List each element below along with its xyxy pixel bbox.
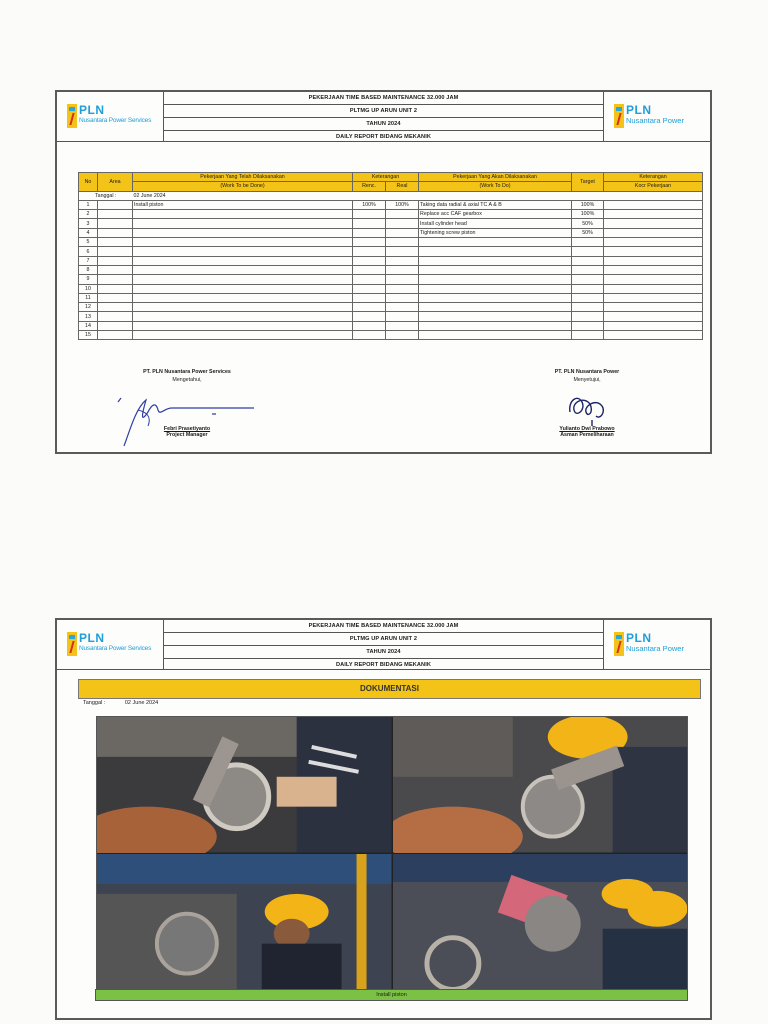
row-work-done: [133, 219, 353, 228]
row-keterangan: [604, 219, 703, 228]
photo-2: [393, 717, 688, 853]
logo-right: [603, 620, 710, 669]
row-real: [386, 275, 419, 284]
row-area: [98, 303, 133, 312]
row-target: [572, 247, 604, 256]
sig-left-title: Project Manager: [166, 432, 208, 438]
photo-grid: [96, 716, 688, 990]
row-real: [386, 210, 419, 219]
col-keterangan-2-sub: Kocr Pekerjaan: [604, 182, 703, 191]
pln-np-logo: [614, 632, 684, 656]
col-todo-sub: (Work To Do): [419, 182, 572, 191]
row-no: 14: [79, 321, 98, 330]
row-work-todo: [419, 284, 572, 293]
row-no: 12: [79, 303, 98, 312]
col-keterangan-2: Keterangan: [604, 173, 703, 182]
row-work-todo: [419, 312, 572, 321]
doc-date-value: 02 June 2024: [124, 700, 159, 706]
row-target: [572, 275, 604, 284]
date-label: Tanggal :: [79, 191, 133, 200]
row-renc: [353, 293, 386, 302]
row-keterangan: [604, 293, 703, 302]
row-work-done: [133, 321, 353, 330]
pln-nps-logo: [67, 632, 151, 656]
col-done-title: Pekerjaan Yang Telah Dilaksanakan: [133, 173, 353, 182]
row-target: [572, 293, 604, 302]
date-row: [79, 191, 703, 200]
pln-logo-icon: [614, 632, 624, 656]
row-work-todo: [419, 238, 572, 247]
row-keterangan: [604, 303, 703, 312]
sig-right-name: Yulianto Dwi Prabowo: [559, 426, 615, 432]
row-no: 4: [79, 228, 98, 237]
row-work-todo: Tightening screw piston: [419, 228, 572, 237]
table-row: [79, 293, 703, 302]
row-real: [386, 321, 419, 330]
header-line-4: DAILY REPORT BIDANG MEKANIK: [335, 662, 431, 668]
row-area: [98, 321, 133, 330]
logo-sub-text: Nusantara Power: [626, 644, 684, 653]
row-area: [98, 247, 133, 256]
row-area: [98, 293, 133, 302]
report-header: [57, 92, 710, 142]
header-titles: [164, 92, 603, 141]
row-work-done: [133, 238, 353, 247]
table-row: [79, 210, 703, 219]
row-work-todo: Replace acc CAF gearbox: [419, 210, 572, 219]
row-renc: [353, 256, 386, 265]
sig-right-company: PT. PLN Nusantara Power: [554, 369, 620, 375]
table-row: [79, 228, 703, 237]
header-line-2: PLTMG UP ARUN UNIT 2: [164, 105, 603, 118]
sig-left-action: Mengetahui,: [172, 377, 202, 383]
pln-logo-icon: [67, 104, 77, 128]
col-todo-title: Pekerjaan Yang Akan Dilaksanakan: [419, 173, 572, 182]
row-work-done: [133, 312, 353, 321]
row-no: 11: [79, 293, 98, 302]
row-no: 2: [79, 210, 98, 219]
col-no: No: [79, 173, 98, 192]
row-work-done: [133, 275, 353, 284]
daily-report-page: [55, 90, 712, 454]
table-row: [79, 321, 703, 330]
doc-date-label: Tanggal :: [83, 700, 106, 706]
row-keterangan: [604, 228, 703, 237]
row-work-done: [133, 331, 353, 340]
photo-4: [393, 854, 688, 990]
row-target: 100%: [572, 210, 604, 219]
row-real: [386, 331, 419, 340]
row-keterangan: [604, 312, 703, 321]
row-area: [98, 256, 133, 265]
row-target: [572, 321, 604, 330]
row-work-todo: [419, 303, 572, 312]
row-no: 5: [79, 238, 98, 247]
row-area: [98, 312, 133, 321]
row-renc: 100%: [353, 200, 386, 209]
row-renc: [353, 275, 386, 284]
row-no: 6: [79, 247, 98, 256]
header-line-1: PEKERJAAN TIME BASED MAINTENANCE 32.000 JAM: [164, 620, 603, 633]
logo-left: [57, 620, 164, 669]
col-real: Real: [386, 182, 419, 191]
row-area: [98, 238, 133, 247]
pln-logo-icon: [614, 104, 624, 128]
row-work-todo: Taking data radial & axial TC A & B: [419, 200, 572, 209]
col-renc: Renc.: [353, 182, 386, 191]
row-renc: [353, 219, 386, 228]
row-keterangan: [604, 321, 703, 330]
row-area: [98, 228, 133, 237]
row-renc: [353, 210, 386, 219]
row-target: [572, 238, 604, 247]
row-real: [386, 293, 419, 302]
row-renc: [353, 321, 386, 330]
row-work-todo: [419, 265, 572, 274]
row-work-done: [133, 247, 353, 256]
row-keterangan: [604, 210, 703, 219]
header-line-3: TAHUN 2024: [164, 118, 603, 131]
row-keterangan: [604, 331, 703, 340]
row-real: [386, 256, 419, 265]
row-area: [98, 275, 133, 284]
table-row: [79, 331, 703, 340]
col-done-sub: (Work To be Done): [133, 182, 353, 191]
row-keterangan: [604, 284, 703, 293]
row-real: [386, 247, 419, 256]
documentation-date: [83, 700, 158, 706]
table-row: [79, 265, 703, 274]
row-renc: [353, 331, 386, 340]
sig-left-company: PT. PLN Nusantara Power Services: [143, 369, 231, 375]
row-renc: [353, 238, 386, 247]
row-keterangan: [604, 200, 703, 209]
table-row: [79, 247, 703, 256]
logo-pln-text: PLN: [626, 631, 652, 645]
logo-left: [57, 92, 164, 141]
row-target: [572, 265, 604, 274]
row-real: [386, 312, 419, 321]
row-no: 9: [79, 275, 98, 284]
row-target: [572, 312, 604, 321]
documentation-title: DOKUMENTASI: [78, 679, 701, 699]
photo-3: [97, 854, 392, 990]
col-area: Area: [98, 173, 133, 192]
row-work-todo: [419, 247, 572, 256]
header-line-4: DAILY REPORT BIDANG MEKANIK: [335, 134, 431, 140]
date-value: 02 June 2024: [133, 191, 703, 200]
photo-caption: Install piston: [95, 989, 688, 1001]
row-work-done: [133, 284, 353, 293]
row-real: [386, 265, 419, 274]
row-keterangan: [604, 238, 703, 247]
row-renc: [353, 228, 386, 237]
row-keterangan: [604, 275, 703, 284]
row-target: [572, 303, 604, 312]
row-no: 15: [79, 331, 98, 340]
header-titles: [164, 620, 603, 669]
logo-pln-text: PLN: [626, 103, 652, 117]
row-work-done: [133, 210, 353, 219]
row-work-done: Install piston: [133, 200, 353, 209]
table-row: [79, 200, 703, 209]
table-row: [79, 312, 703, 321]
row-real: [386, 219, 419, 228]
logo-pln-text: PLN: [79, 631, 105, 645]
row-target: [572, 256, 604, 265]
logo-sub-text: Nusantara Power Services: [79, 117, 152, 124]
row-real: 100%: [386, 200, 419, 209]
row-area: [98, 284, 133, 293]
logo-pln-text: PLN: [79, 103, 105, 117]
row-area: [98, 200, 133, 209]
row-area: [98, 219, 133, 228]
row-work-done: [133, 228, 353, 237]
row-keterangan: [604, 247, 703, 256]
table-row: [79, 219, 703, 228]
signature-right-name-block: [527, 426, 647, 438]
sig-right-action: Menyetujui,: [573, 377, 601, 383]
row-no: 10: [79, 284, 98, 293]
row-real: [386, 303, 419, 312]
row-work-todo: [419, 275, 572, 284]
row-renc: [353, 312, 386, 321]
header-line-2: PLTMG UP ARUN UNIT 2: [164, 633, 603, 646]
table-row: [79, 303, 703, 312]
row-work-todo: [419, 321, 572, 330]
row-work-done: [133, 256, 353, 265]
row-work-todo: [419, 256, 572, 265]
signature-right: [527, 369, 647, 383]
logo-sub-text: Nusantara Power Services: [79, 645, 152, 652]
table-row: [79, 256, 703, 265]
row-no: 1: [79, 200, 98, 209]
row-renc: [353, 284, 386, 293]
photo-1: [97, 717, 392, 853]
work-table: [78, 172, 703, 340]
table-row: [79, 284, 703, 293]
row-real: [386, 238, 419, 247]
row-target: 50%: [572, 228, 604, 237]
col-target: Target: [572, 173, 604, 192]
row-no: 8: [79, 265, 98, 274]
row-work-done: [133, 265, 353, 274]
row-real: [386, 284, 419, 293]
header-line-1: PEKERJAAN TIME BASED MAINTENANCE 32.000 JAM: [164, 92, 603, 105]
row-work-done: [133, 303, 353, 312]
row-real: [386, 228, 419, 237]
logo-right: [603, 92, 710, 141]
row-area: [98, 265, 133, 274]
row-work-todo: Install cylinder head: [419, 219, 572, 228]
signature-left-name-block: [127, 426, 247, 438]
report-header: [57, 620, 710, 670]
row-no: 7: [79, 256, 98, 265]
documentation-page: [55, 618, 712, 1020]
logo-sub-text: Nusantara Power: [626, 116, 684, 125]
sig-right-title: Asman Pemeliharaan: [560, 432, 614, 438]
row-no: 3: [79, 219, 98, 228]
signature-left-scribble: [112, 390, 262, 450]
pln-logo-icon: [67, 632, 77, 656]
row-area: [98, 331, 133, 340]
table-row: [79, 275, 703, 284]
header-line-3: TAHUN 2024: [164, 646, 603, 659]
row-no: 13: [79, 312, 98, 321]
row-renc: [353, 303, 386, 312]
table-row: [79, 238, 703, 247]
row-work-done: [133, 293, 353, 302]
row-target: 50%: [572, 219, 604, 228]
pln-nps-logo: [67, 104, 151, 128]
row-area: [98, 210, 133, 219]
pln-np-logo: [614, 104, 684, 128]
row-work-todo: [419, 293, 572, 302]
row-target: 100%: [572, 200, 604, 209]
sig-left-name: Febri Prasetiyanto: [163, 426, 211, 432]
row-target: [572, 331, 604, 340]
row-renc: [353, 247, 386, 256]
row-keterangan: [604, 265, 703, 274]
col-keterangan: Keterangan: [353, 173, 419, 182]
signature-right-scribble: [562, 390, 622, 426]
signature-left: [127, 369, 247, 383]
row-keterangan: [604, 256, 703, 265]
row-work-todo: [419, 331, 572, 340]
row-renc: [353, 265, 386, 274]
row-target: [572, 284, 604, 293]
